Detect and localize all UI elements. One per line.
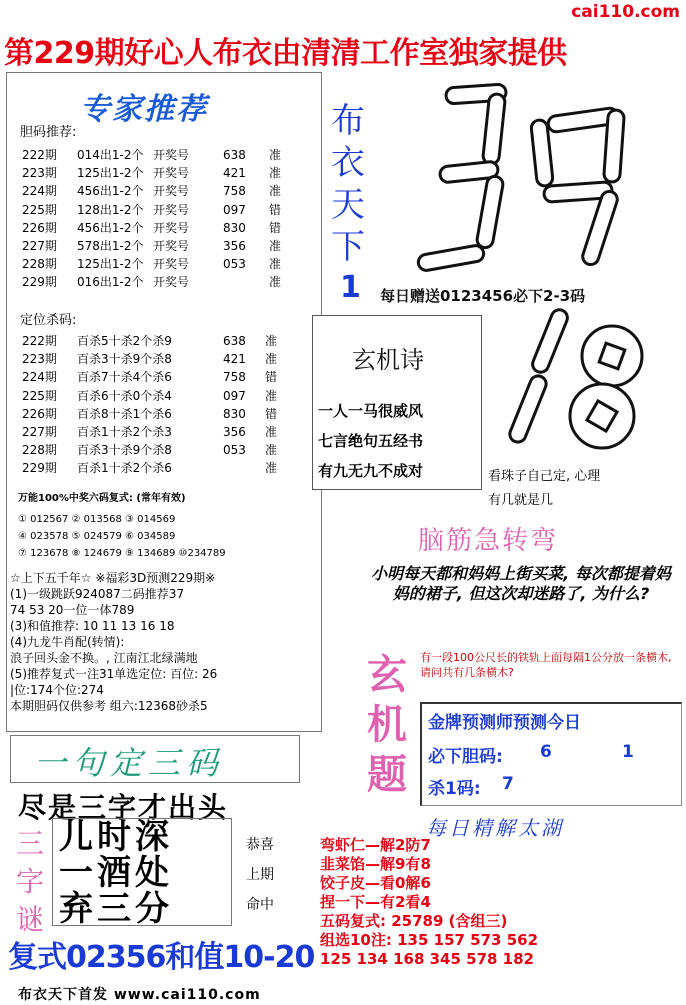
buyi-char: 衣 [331, 143, 365, 183]
history-line: 浪子回头金不换。, 江南江北绿满地 [10, 651, 198, 665]
poem-title: 玄机诗 [352, 346, 424, 374]
buyi-char: 下 [331, 227, 365, 267]
rb-line: 捏一下—有2看4 [320, 893, 431, 911]
dan-row: 225期 128出1-2个 开奖号 097 错 [22, 202, 282, 217]
rb-line: 125 134 168 345 578 182 [320, 950, 534, 968]
kill-row: 226期 百杀8十杀1个杀6 830 错 [22, 406, 278, 421]
gold-line2-label: 必下胆码: [428, 747, 503, 767]
dan-row: 228期 125出1-2个 开奖号 053 准 [22, 257, 282, 272]
wanneng-line: ① 012567 ② 013568 ③ 014569 [18, 514, 176, 525]
rb-line: 弯虾仁—解2防7 [320, 836, 431, 854]
xuanji-question: 有一段100公尺长的铁轨上面每隔1公分放一条横木, 请问共有几条横木? [420, 651, 672, 679]
fushi-text: 复式02356和值10-20 [8, 940, 315, 975]
site-logo[interactable]: cai110.com [571, 2, 680, 22]
one-line-heading: 一句定三码 [34, 744, 225, 782]
history-line: (4)九龙牛肖配(转情): [10, 635, 125, 649]
answer-line: 弃三分 [59, 889, 173, 929]
gift-text: 每日赠送0123456必下2-3码 [380, 287, 586, 305]
dan-row: 227期 578出1-2个 开奖号 356 准 [22, 239, 282, 254]
history-line: (5)推荐复式一注31单选定位: 百位: 26 [10, 667, 218, 681]
big-digits-graphic [378, 72, 678, 282]
buyi-char: 天 [331, 185, 365, 225]
kill-row: 224期 百杀7十杀4个杀6 758 错 [22, 370, 278, 385]
congrats-line: 恭喜 [246, 837, 274, 853]
heart-line: 有几就是几 [488, 493, 554, 508]
three-char-char: 字 [15, 865, 44, 898]
poem-line: 有九无九不成对 [318, 462, 424, 480]
digit-three [417, 84, 506, 272]
rb-line: 五码复式: 25789 (含组三) [320, 912, 508, 930]
digit-nine [531, 107, 625, 266]
wanneng-line: ⑦ 123678 ⑧ 124679 ⑨ 134689 ⑩234789 [18, 548, 226, 559]
right-bottom-block [320, 836, 682, 969]
kill-list [22, 332, 277, 478]
poem-line: 一人一马很威风 [318, 402, 424, 420]
three-char-label [10, 825, 50, 939]
dan-label: 胆码推荐: [20, 125, 77, 140]
rb-line: 饺子皮—看0解6 [320, 874, 431, 892]
dan-list [22, 146, 281, 292]
congrats-line: 上期 [246, 867, 274, 883]
kill-row: 227期 百杀1十杀2个杀3 356 准 [22, 425, 278, 440]
xuanji-char: 题 [367, 752, 407, 798]
three-char-answers [52, 817, 232, 929]
history-line: |位:174个位:274 [10, 683, 104, 697]
heart-line: 看珠子自己定, 心理 [488, 469, 601, 484]
buyi-char: 布 [331, 101, 365, 141]
kill-row: 228期 百杀3十杀9个杀8 053 准 [22, 443, 278, 458]
gold-line1: 金牌预测师预测今日 [428, 713, 581, 733]
answer-line: 儿时深 [59, 817, 173, 857]
history-line: 本期胆码仅供参考 组六:12368砂杀5 [10, 699, 208, 713]
buyi-vertical [330, 100, 366, 268]
dan-row: 229期 016出1-2个 开奖号 准 [22, 275, 282, 290]
gold-line2-a: 6 [540, 742, 552, 762]
history-block [10, 570, 217, 714]
kill-row: 225期 百杀6十杀0个杀4 097 准 [22, 388, 278, 403]
rb-line: 韭菜馅—解9有8 [320, 855, 431, 873]
coins-graphic [484, 300, 674, 460]
history-line: ☆上下五千年☆ ※福彩3D预测229期※ [10, 571, 216, 585]
dan-row: 222期 014出1-2个 开奖号 638 准 [22, 148, 282, 162]
kill-row: 222期 百杀5十杀2个杀9 638 准 [22, 334, 278, 348]
daily-heading: 每日精解太湖 [426, 816, 564, 840]
one-line-text: 尽是三字才出头 [18, 791, 229, 824]
congrats-line: 命中 [246, 897, 274, 913]
expert-heading: 专家推荐 [80, 92, 208, 127]
heart-text [488, 465, 600, 513]
wanneng-block [18, 490, 226, 562]
history-line: (1)一级跳跃924087二码推荐37 [10, 587, 185, 601]
dan-row: 224期 456出1-2个 开奖号 758 准 [22, 184, 282, 199]
rb-line: 组选10注: 135 157 573 562 [320, 931, 539, 949]
three-char-char: 三 [15, 827, 44, 860]
page-title: 第229期好心人布衣由清清工作室独家提供 [4, 36, 567, 71]
poem-lines [318, 396, 423, 486]
gold-line2-b: 1 [622, 742, 634, 762]
xuanji-char: 机 [367, 702, 407, 748]
gold-panel [420, 702, 682, 806]
kill-label: 定位杀码: [20, 313, 77, 328]
kill-row: 229期 百杀1十杀2个杀6 准 [22, 461, 278, 476]
poem-line: 七言绝句五经书 [318, 432, 424, 450]
kill-row: 223期 百杀3十杀9个杀8 421 准 [22, 352, 278, 367]
dan-row: 226期 456出1-2个 开奖号 830 错 [22, 220, 282, 235]
wanneng-label: 万能100%中奖六码复式: (常年有效) [18, 493, 186, 504]
riddle-title: 脑筋急转弯 [418, 526, 559, 556]
riddle-text: 小明每天都和妈妈上街买菜, 每次都提着妈妈的裙子, 但这次却迷路了, 为什么? [371, 564, 671, 603]
buyi-number: 1 [340, 270, 361, 305]
gold-line3-val: 7 [502, 774, 514, 794]
footer-text[interactable]: 布衣天下首发 www.cai110.com [18, 987, 261, 1003]
history-line: (3)和值推荐: 10 11 13 16 18 [10, 619, 175, 633]
wanneng-line: ④ 023578 ⑤ 024579 ⑥ 034589 [18, 531, 176, 542]
xuanji-char: 玄 [367, 652, 407, 698]
answer-line: 一酒处 [59, 853, 173, 893]
history-line: 74 53 20一位一体789 [10, 603, 135, 617]
gold-line3-label: 杀1码: [428, 779, 481, 799]
xuanji-title [362, 650, 412, 800]
dan-row: 223期 125出1-2个 开奖号 421 准 [22, 166, 282, 181]
congrats [240, 830, 280, 920]
three-char-char: 谜 [15, 903, 44, 936]
